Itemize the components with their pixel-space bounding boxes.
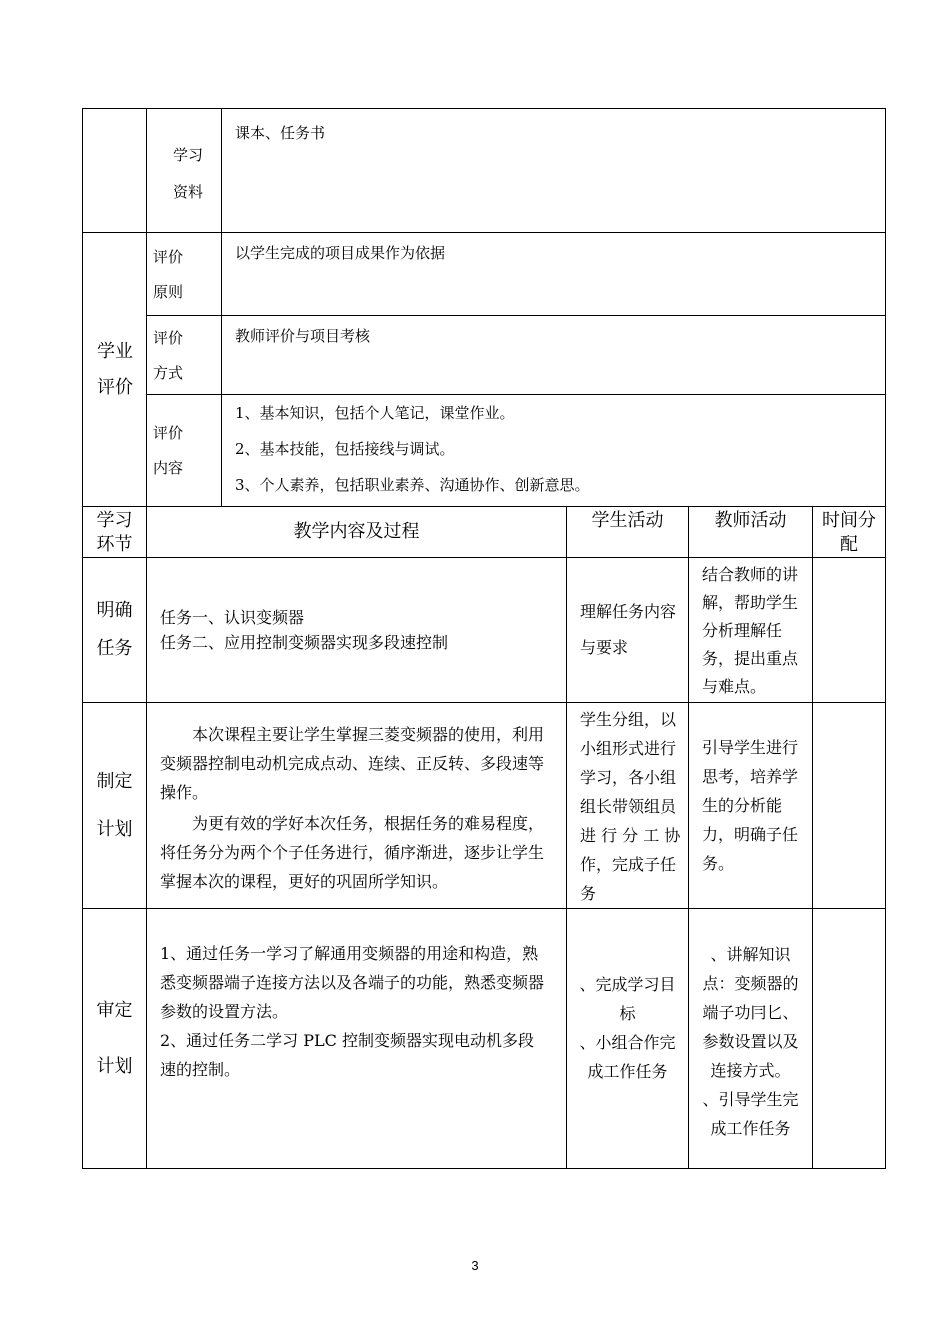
evaluation-principle-label: 评价 原则 <box>147 233 222 316</box>
student-activity: 、完成学习目 标 、小组合作完 成工作任务 <box>567 909 689 1169</box>
header-time: 时间分 配 <box>813 507 886 558</box>
time-allocation <box>813 703 886 909</box>
student-activity: 理解任务内容 与要求 <box>567 558 689 703</box>
evaluation-principle-content: 以学生完成的项目成果作为依据 <box>222 233 886 316</box>
evaluation-section-label: 学业 评价 <box>83 233 147 507</box>
materials-section-cell <box>83 109 147 233</box>
table-row <box>83 703 886 909</box>
stage-content: 本次课程主要让学生掌握三菱变频器的使用，利用变频器控制电动机完成点动、连续、正反转、多段速等操作。 为更有效的学好本次任务，根据任务的难易程度，将任务分为两个个子任务进行，循序渐进，逐步让学生掌握本次的课程，更好的巩固所学知识。 <box>147 703 567 909</box>
evaluation-method-label: 评价 方式 <box>147 316 222 395</box>
evaluation-item: 3、个人素养，包括职业素养、沟通协作、创新意思。 <box>235 476 590 494</box>
stage-label: 制定 计划 <box>83 703 147 909</box>
time-allocation <box>813 909 886 1169</box>
evaluation-content-label: 评价 内容 <box>147 395 222 507</box>
evaluation-content-list <box>222 395 886 507</box>
evaluation-item: 2、基本技能，包括接线与调试。 <box>235 440 455 458</box>
stage-label: 明确 任务 <box>83 558 147 703</box>
evaluation-item: 1、基本知识，包括个人笔记，课堂作业。 <box>235 404 515 422</box>
header-content: 教学内容及过程 <box>147 507 567 558</box>
time-allocation <box>813 558 886 703</box>
header-teacher: 教师活动 <box>689 507 813 558</box>
materials-row <box>83 109 886 233</box>
lesson-plan-table <box>82 108 886 1169</box>
materials-label: 学习 资料 <box>147 109 222 233</box>
evaluation-content-row <box>83 395 886 507</box>
header-stage: 学习 环节 <box>83 507 147 558</box>
stage-content: 1、通过任务一学习了解通用变频器的用途和构造，熟悉变频器端子连接方法以及各端子的功能，熟悉变频器参数的设置方法。 2、通过任务二学习 PLC 控制变频器实现电动机多段速的控制。 <box>147 909 567 1169</box>
table-row <box>83 558 886 703</box>
stage-content: 任务一、认识变频器 任务二、应用控制变频器实现多段速控制 <box>147 558 567 703</box>
process-header-row <box>83 507 886 558</box>
student-activity: 学生分组，以 小组形式进行 学习，各小组 组长带领组员 进 行 分 工 协 作，完成子任 务 <box>567 703 689 909</box>
teacher-activity: 、讲解知识 点：变频器的 端子功冃匕、 参数设置以及 连接方式。 、引导学生完 成工作任务 <box>689 909 813 1169</box>
evaluation-principle-row <box>83 233 886 316</box>
materials-content: 课本、任务书 <box>222 109 886 233</box>
teacher-activity: 引导学生进行 思考，培养学 生的分析能 力，明确子任 务。 <box>689 703 813 909</box>
evaluation-method-content: 教师评价与项目考核 <box>222 316 886 395</box>
page-number: 3 <box>471 1258 479 1273</box>
teacher-activity: 结合教师的讲 解，帮助学生 分析理解任 务，提出重点 与难点。 <box>689 558 813 703</box>
stage-label: 审定 计划 <box>83 909 147 1169</box>
evaluation-method-row <box>83 316 886 395</box>
table-row <box>83 909 886 1169</box>
header-student: 学生活动 <box>567 507 689 558</box>
